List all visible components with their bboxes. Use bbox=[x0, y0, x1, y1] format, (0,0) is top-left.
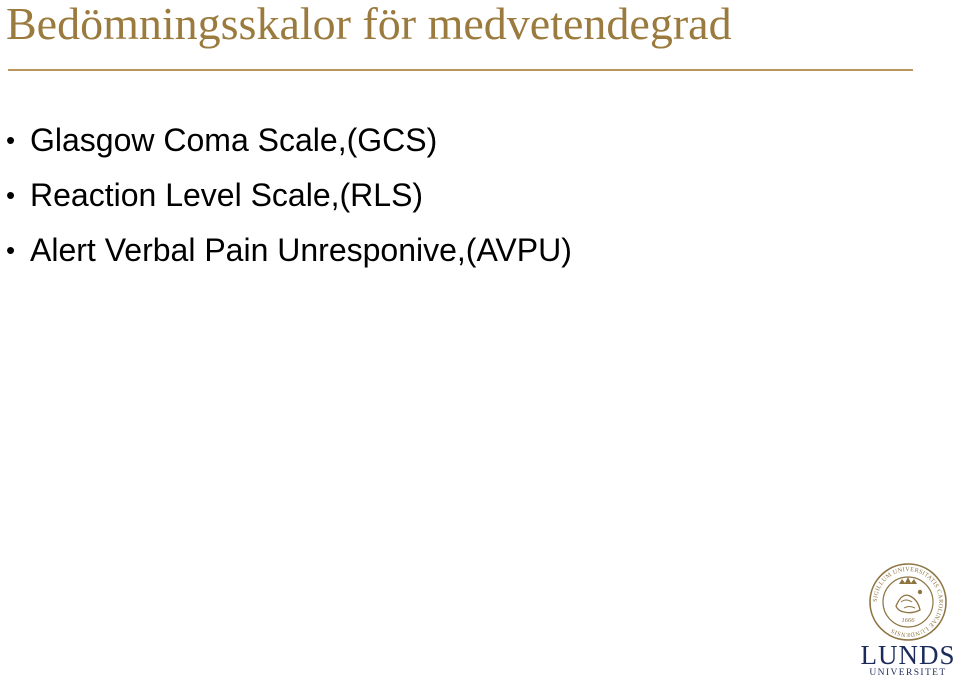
list-item bbox=[0, 116, 572, 171]
list-item bbox=[0, 226, 572, 281]
slide-title: Bedömningsskalor för medvetendegrad bbox=[6, 0, 732, 49]
logo-wordmark bbox=[858, 642, 958, 680]
bullet-list bbox=[0, 116, 572, 281]
list-item-text: Alert Verbal Pain Unresponive,(AVPU) bbox=[30, 232, 572, 268]
list-item bbox=[0, 171, 572, 226]
seal-year: 1666 bbox=[901, 617, 915, 624]
lunds-universitet-logo bbox=[858, 562, 958, 680]
bullet-icon: • bbox=[6, 125, 16, 155]
bullet-icon: • bbox=[6, 235, 16, 265]
logo-name: LUNDS bbox=[860, 640, 956, 670]
logo-subtitle: UNIVERSITET bbox=[869, 668, 947, 678]
list-item-text: Glasgow Coma Scale,(GCS) bbox=[30, 122, 438, 158]
university-seal-icon bbox=[868, 562, 948, 642]
seal-text: SIGILLUM UNIVERSITATIS CAROLINAE LUNDENSIS bbox=[871, 565, 945, 639]
bullet-icon: • bbox=[6, 180, 16, 210]
list-item-text: Reaction Level Scale,(RLS) bbox=[30, 177, 424, 213]
title-divider bbox=[8, 69, 913, 71]
